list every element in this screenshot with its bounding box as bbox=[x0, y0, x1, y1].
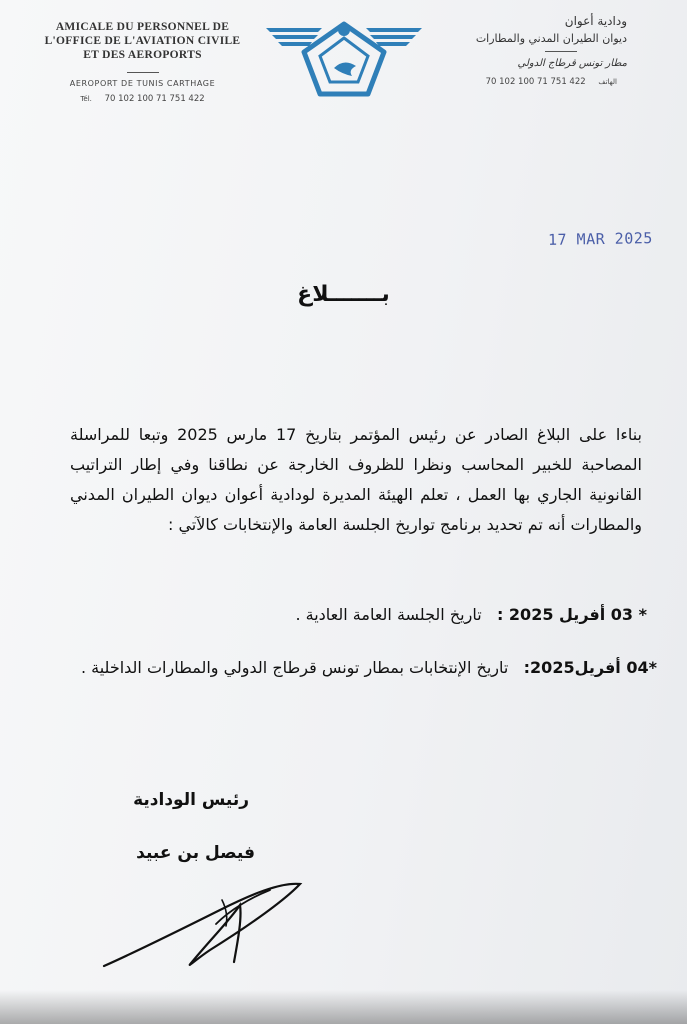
page-shadow bbox=[0, 990, 687, 1024]
tel-numbers: 70 102 100 71 751 422 bbox=[104, 94, 205, 104]
airport-name: AEROPORT DE TUNIS CARTHAGE bbox=[69, 79, 216, 88]
org-arabic-line-3: مطار تونس قرطاج الدولي bbox=[517, 58, 627, 69]
header-right bbox=[447, 14, 627, 87]
org-name-line-1: AMICALE DU PERSONNEL DE bbox=[55, 21, 230, 33]
org-arabic-line-1: ودادية أعوان bbox=[564, 14, 627, 28]
telephone-right bbox=[447, 77, 627, 87]
tel-label-right: الهاتف bbox=[598, 78, 617, 86]
header-divider-right bbox=[545, 51, 577, 52]
org-arabic-line-2: ديوان الطيران المدني والمطارات bbox=[475, 32, 627, 45]
aviation-logo-icon bbox=[264, 18, 424, 100]
org-name-line-3: ET DES AEROPORTS bbox=[83, 49, 202, 61]
schedule-item-2 bbox=[37, 652, 657, 684]
tel-label: Tél. bbox=[80, 95, 92, 103]
item-1-text: تاريخ الجلسة العامة العادية . bbox=[295, 605, 482, 624]
item-2-date: *04 أفريل2025: bbox=[523, 658, 657, 677]
header-divider bbox=[127, 72, 159, 73]
item-1-date: * 03 أفريل 2025 : bbox=[496, 605, 647, 624]
telephone-left bbox=[30, 94, 255, 104]
org-name-line-2: L'OFFICE DE L'AVIATION CIVILE bbox=[44, 35, 241, 47]
schedule-item-1 bbox=[47, 605, 647, 624]
announcement-body: بناءا على البلاغ الصادر عن رئيس المؤتمر بتاريخ 17 مارس 2025 وتبعا للمراسلة المصاحبة للخبير المحاسب ونظرا للظروف الخارجة عن نطاقنا وفي إطار التراتيب القانونية الجاري بها العمل ، تعلم الهيئة المديرة لودادية أعوان ديوان الطيران المدني والمطارات أنه تم تحديد برنامج تواريخ الجلسة العامة والإنتخابات كالآتي : bbox=[70, 425, 642, 534]
document-title: بـــــــلاغ bbox=[297, 282, 390, 307]
signatory-name: فيصل بن عبيد bbox=[136, 843, 255, 863]
tel-numbers-right: 70 102 100 71 751 422 bbox=[485, 77, 586, 87]
date-stamp: 17 MAR 2025 bbox=[547, 229, 653, 249]
handwritten-signature bbox=[100, 870, 310, 980]
item-2-text: تاريخ الإنتخابات بمطار تونس قرطاج الدولي والمطارات الداخلية . bbox=[80, 658, 509, 677]
signatory-title: رئيس الودادية bbox=[133, 790, 249, 810]
header-left bbox=[30, 20, 255, 104]
